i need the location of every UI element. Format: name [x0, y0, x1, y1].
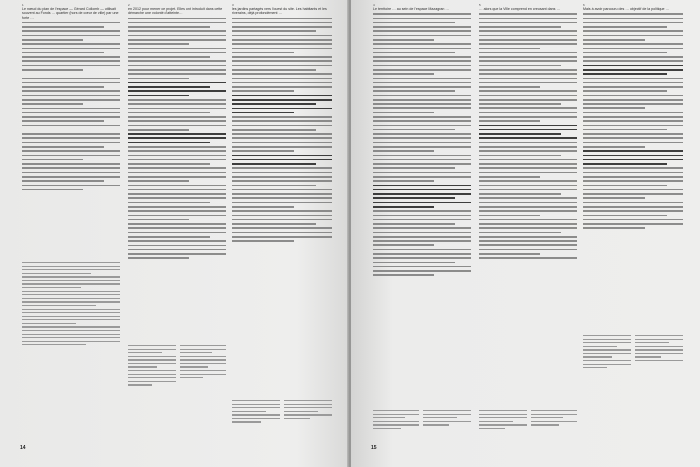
footnotes-column-2b	[180, 345, 226, 381]
column-number: 3	[232, 3, 234, 7]
footnotes-column-1	[22, 262, 120, 348]
column-intro-text: Mais à avoir parcouru des … objectif de la politique …	[583, 7, 670, 11]
text-column-5	[479, 7, 577, 407]
column-number: 6	[583, 3, 585, 7]
footnotes-column-4b	[423, 410, 471, 428]
body-text-lines	[232, 18, 332, 242]
body-text-lines	[128, 18, 226, 259]
page-number: 14	[20, 445, 26, 451]
text-column-1	[22, 7, 120, 257]
column-number: 2	[128, 3, 130, 7]
footnotes-column-3b	[284, 400, 332, 421]
footnotes-column-3a	[232, 400, 280, 425]
column-intro-text: les jardins partagés vers l'ouest du site. Les habitants et les riverains, déjà profondément …	[232, 7, 327, 16]
right-page	[351, 0, 700, 467]
body-text-lines	[583, 13, 683, 229]
text-column-4	[373, 7, 471, 407]
column-intro-text: Le territoire … au sein de l'espace Mazagran …	[373, 7, 449, 11]
footnotes-column-5a	[479, 410, 527, 431]
column-number: 4	[373, 3, 375, 7]
column-number: 1	[22, 3, 24, 7]
body-text-lines	[22, 22, 120, 191]
footnotes-column-5b	[531, 410, 577, 428]
page-number: 15	[371, 445, 377, 451]
column-intro-text: Le nœud du plan de l'espace — Gérard Collomb — utilisait souvent au Fonds … quartier (hors de cœur de ville) par une forte …	[22, 7, 119, 20]
footnotes-column-6a	[583, 335, 631, 371]
column-intro-text: en 2012 pour mener ce projet. Elles ont introduit dans cette démarche une volonté d'atteinte…	[128, 7, 223, 16]
footnotes-column-6b	[635, 335, 683, 364]
footnotes-column-2a	[128, 345, 176, 388]
left-page	[0, 0, 349, 467]
footnotes-column-4a	[373, 410, 419, 431]
column-number: 5	[479, 3, 481, 7]
text-column-3	[232, 7, 332, 337]
text-column-6	[583, 7, 683, 327]
body-text-lines	[373, 13, 471, 276]
body-text-lines	[479, 13, 577, 259]
column-intro-text: … alors que la Ville comprend en creusant dans …	[479, 7, 561, 11]
text-column-2	[128, 7, 226, 337]
